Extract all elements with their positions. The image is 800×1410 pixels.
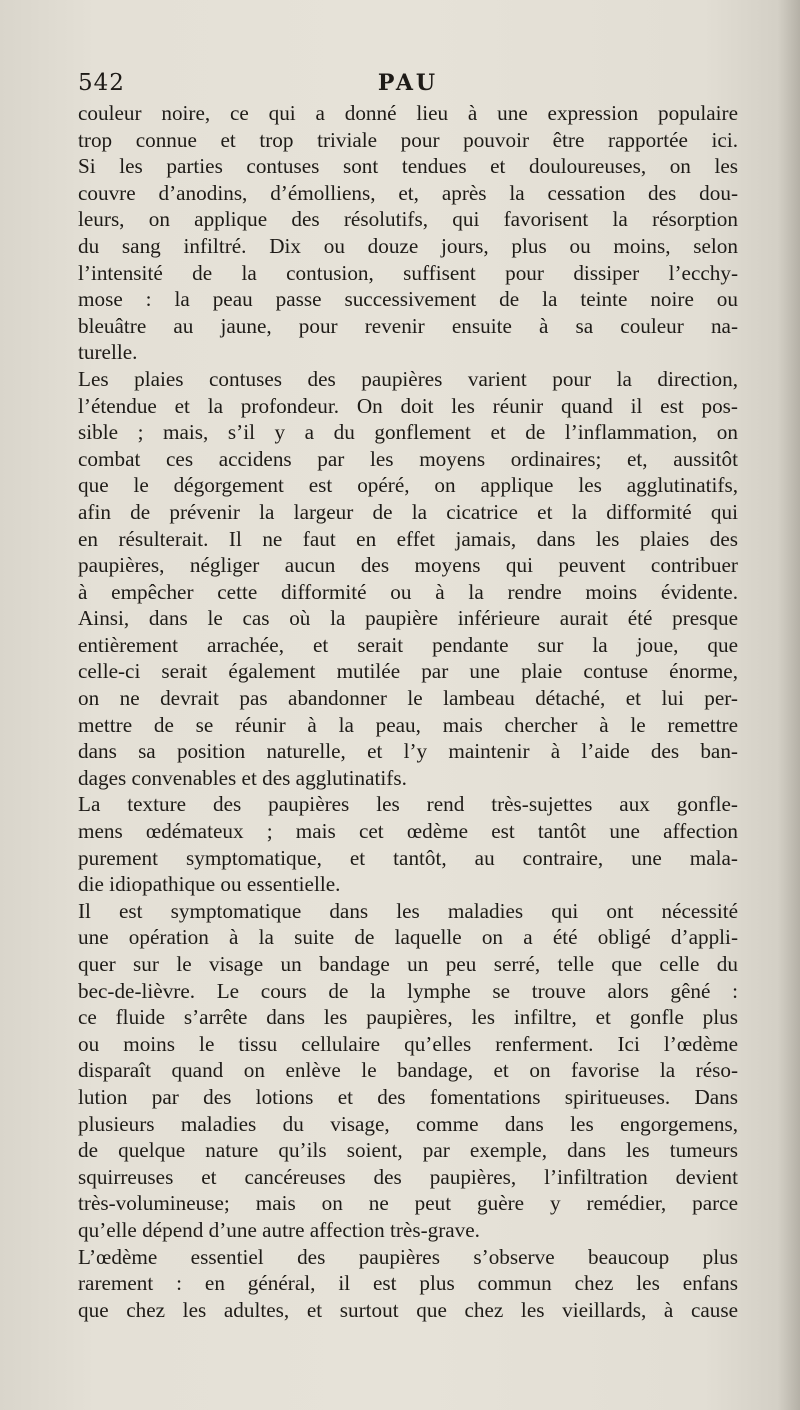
text-line: leurs, on applique des résolutifs, qui favorisent la résorption: [78, 207, 738, 232]
page-spine-shadow: [778, 0, 800, 1410]
page-header: [78, 70, 738, 104]
page-number: 542: [78, 70, 125, 96]
text-line: on ne devrait pas abandonner le lambeau détaché, et lui per-: [78, 686, 738, 711]
text-line: paupières, négliger aucun des moyens qui peuvent contribuer: [78, 553, 738, 578]
text-line: die idiopathique ou essentielle.: [78, 872, 341, 897]
text-line: de quelque nature qu’ils soient, par exemple, dans les tumeurs: [78, 1138, 738, 1163]
text-line: combat ces accidens par les moyens ordinaires; et, aussitôt: [78, 446, 738, 471]
text-line: bec-de-lièvre. Le cours de la lymphe se trouve alors gêné :: [78, 978, 738, 1003]
text-line: squirreuses et cancéreuses des paupières, l’infiltration devient: [78, 1164, 738, 1189]
text-line: entièrement arrachée, et serait pendante sur la joue, que: [78, 632, 738, 657]
text-line: sible ; mais, s’il y a du gonflement et de l’inflammation, on: [78, 420, 738, 445]
text-line: mens œdémateux ; mais cet œdème est tantôt une affection: [78, 819, 738, 844]
text-line: plusieurs maladies du visage, comme dans les engorgemens,: [78, 1111, 738, 1136]
text-line: l’étendue et la profondeur. On doit les réunir quand il est pos-: [78, 393, 738, 418]
text-line: bleuâtre au jaune, pour revenir ensuite à sa couleur na-: [78, 313, 738, 338]
text-line: lution par des lotions et des fomentations spiritueuses. Dans: [78, 1084, 738, 1109]
text-line: quer sur le visage un bandage un peu serré, telle que celle du: [78, 952, 738, 976]
text-line: l’intensité de la contusion, suffisent pour dissiper l’ecchy-: [78, 260, 738, 285]
text-line: très-volumineuse; mais on ne peut guère y remédier, parce: [78, 1191, 738, 1216]
text-line: une opération à la suite de laquelle on a été obligé d’appli-: [78, 925, 738, 950]
text-line: trop connue et trop triviale pour pouvoir être rapportée ici.: [78, 127, 738, 152]
text-line: Ainsi, dans le cas où la paupière inférieure aurait été presque: [78, 606, 738, 631]
text-line: couleur noire, ce qui a donné lieu à une expression populaire: [78, 101, 738, 125]
text-line: dans sa position naturelle, et l’y maintenir à l’aide des ban-: [78, 739, 738, 764]
text-line: turelle.: [78, 340, 138, 365]
text-line: L’œdème essentiel des paupières s’observe beaucoup plus: [78, 1244, 738, 1269]
text-line: rarement : en général, il est plus commun chez les enfans: [78, 1271, 738, 1296]
text-line: Les plaies contuses des paupières varient pour la direction,: [78, 366, 738, 391]
running-head: PAU: [377, 70, 439, 96]
text-line: La texture des paupières les rend très-sujettes aux gonfle-: [78, 792, 738, 817]
text-line: couvre d’anodins, d’émolliens, et, après la cessation des dou-: [78, 180, 738, 205]
text-line: du sang infiltré. Dix ou douze jours, plus ou moins, selon: [78, 233, 738, 258]
text-line: disparaît quand on enlève le bandage, et on favorise la réso-: [78, 1058, 738, 1083]
body-text: [78, 100, 738, 1323]
text-line: dages convenables et des agglutinatifs.: [78, 765, 407, 790]
text-line: en résulterait. Il ne faut en effet jamais, dans les plaies des: [78, 526, 738, 551]
text-line: ou moins le tissu cellulaire qu’elles renferment. Ici l’œdème: [78, 1031, 738, 1056]
text-line: celle-ci serait également mutilée par une plaie contuse énorme,: [78, 659, 738, 684]
text-line: mose : la peau passe successivement de la teinte noire ou: [78, 287, 738, 312]
text-line: ce fluide s’arrête dans les paupières, les infiltre, et gonfle plus: [78, 1005, 738, 1030]
text-line: que le dégorgement est opéré, on applique les agglutinatifs,: [78, 473, 738, 498]
text-line: Il est symptomatique dans les maladies qui ont nécessité: [78, 898, 738, 923]
text-line: qu’elle dépend d’une autre affection très-grave.: [78, 1217, 480, 1242]
text-line: Si les parties contuses sont tendues et douloureuses, on les: [78, 154, 738, 179]
text-line: afin de prévenir la largeur de la cicatrice et la difformité qui: [78, 499, 738, 524]
text-line: que chez les adultes, et surtout que chez les vieillards, à cause: [78, 1297, 738, 1322]
text-line: mettre de se réunir à la peau, mais chercher à le remettre: [78, 712, 738, 737]
text-line: à empêcher cette difformité ou à la rendre moins évidente.: [78, 579, 738, 604]
text-line: purement symptomatique, et tantôt, au contraire, une mala-: [78, 845, 738, 870]
